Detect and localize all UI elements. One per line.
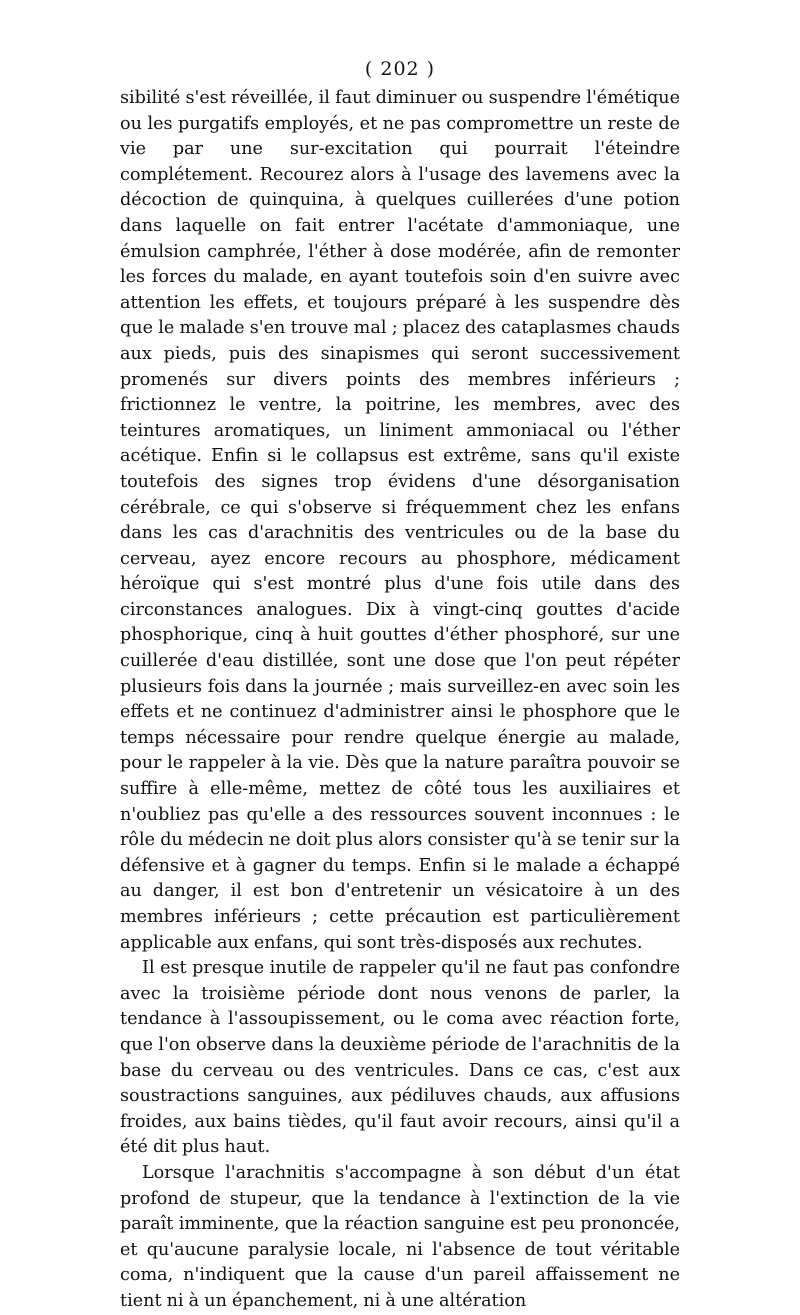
paragraph-stupor: Lorsque l'arachnitis s'accompagne à son début d'un état profond de stupeur, que la tendance à l'extinction de la vie paraît imminente, que la réaction sanguine est peu prononcée, et qu'aucune paralysie locale, ni l'absence de tout véritable coma, n'indiquent que la cause d'un pareil affaissement ne tient ni à un épanchement, ni à une altération [120, 1162, 680, 1311]
page-number: ( 202 ) [364, 58, 436, 80]
paragraph-third-period: Il est presque inutile de rappeler qu'il ne faut pas confondre avec la troisième période dont nous venons de parler, la tendance à l'assoupissement, ou le coma avec réaction forte, que l'on observe dans la deuxième période de l'arachnitis de la base du cerveau ou des ventricules. Dans ce cas, c'est aux soustractions sanguines, aux pédiluves chauds, aux affusions froides, aux bains tièdes, qu'il faut avoir recours, ainsi qu'il a été dit plus haut. [120, 958, 680, 1158]
paragraph-continuation: sibilité s'est réveillée, il faut diminuer ou suspendre l'émétique ou les purgatifs employés, et ne pas compromettre un reste de vie par une sur-excitation qui pourrait l'éteindre complétement. Recourez alors à l'usage des lavemens avec la décoction de quinquina, à quelques cuillerées d'une potion dans laquelle on fait entrer l'acétate d'ammoniaque, une émulsion camphrée, l'éther à dose modérée, afin de remonter les forces du malade, en ayant toutefois soin d'en suivre avec attention les effets, et toujours préparé à les suspendre dès que le malade s'en trouve mal ; placez des cataplasmes chauds aux pieds, puis des sinapismes qui seront successivement promenés sur divers points des membres inférieurs ; frictionnez le ventre, la poitrine, les membres, avec des teintures aromatiques, un liniment ammoniacal ou l'éther acétique. Enfin si le collapsus est extrême, sans qu'il existe toutefois des signes trop évidens d'une désorganisation cérébrale, ce qui s'observe si fréquemment chez les enfans dans les cas d'arachnitis des ventricules ou de la base du cerveau, ayez encore recours au phosphore, médicament héroïque qui s'est montré plus d'une fois utile dans des circonstances analogues. Dix à vingt-cinq gouttes d'acide phosphorique, cinq à huit gouttes d'éther phosphoré, sur une cuillerée d'eau distillée, sont une dose que l'on peut répéter plusieurs fois dans la journée ; mais surveillez-en avec soin les effets et ne continuez d'administrer ainsi le phosphore que le temps nécessaire pour rendre quelque énergie au malade, pour le rappeler à la vie. Dès que la nature paraîtra pouvoir se suffire à elle-même, mettez de côté tous les auxiliaires et n'oubliez pas qu'elle a des ressources souvent inconnues : le rôle du médecin ne doit plus alors consister qu'à se tenir sur la défensive et à gagner du temps. Enfin si le malade a échappé au danger, il est bon d'entretenir un vésicatoire à un des membres inférieurs ; cette précaution est particulièrement applicable aux enfans, qui sont très-disposés aux rechutes. [120, 88, 680, 953]
body-text [120, 86, 680, 1315]
